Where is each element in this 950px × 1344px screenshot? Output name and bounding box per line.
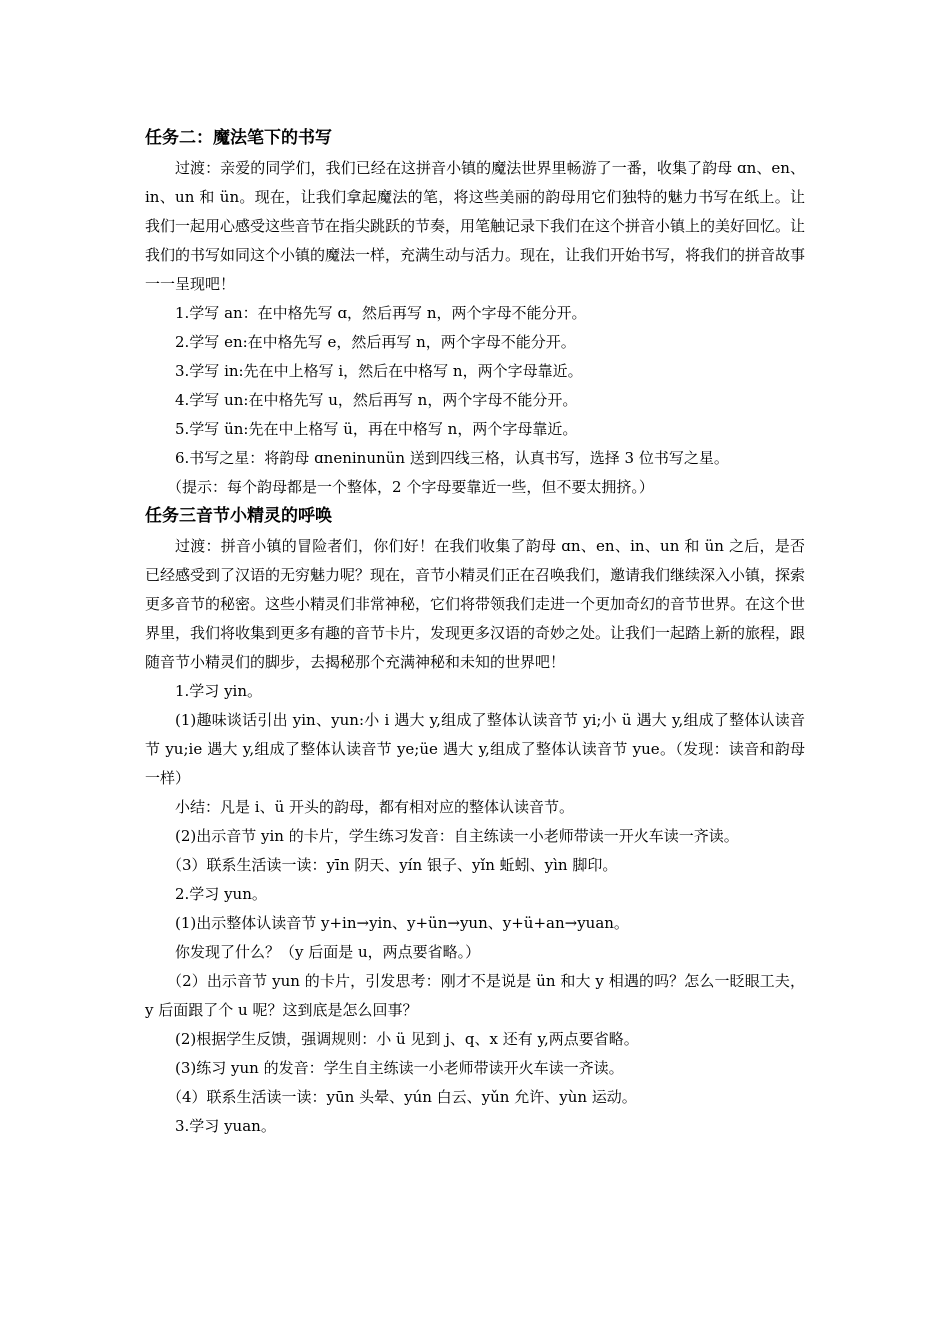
task2-item-2: 2.学写 en:在中格先写 e，然后再写 n，两个字母不能分开。 xyxy=(175,333,576,351)
task3-section2-para2: （2）出示音节 yun 的卡片，引发思考：刚才不是说是 ün 和大 y 相遇的吗？怎么一眨眼工夫，y 后面跟了个 u 呢？这到底是怎么回事？ xyxy=(145,972,805,1019)
task3-section2-para3: (2)根据学生反馈，强调规则：小 ü 见到 j、q、x 还有 y,两点要省略。 xyxy=(175,1030,639,1048)
task3-section1-para2: (2)出示音节 yin 的卡片，学生练习发音：自主练读一小老师带读一开火车读一齐读。 xyxy=(175,827,739,845)
task3-section2-title: 2.学习 yun。 xyxy=(175,885,267,903)
task3-section2-question: 你发现了什么？（y 后面是 u，两点要省略。） xyxy=(175,943,481,961)
task3-section2-para1: (1)出示整体认读音节 y+in→yin、y+ün→yun、y+ü+an→yuan。 xyxy=(175,914,629,932)
task3-section2-para4: (3)练习 yun 的发音：学生自主练读一小老师带读开火车读一齐读。 xyxy=(175,1059,624,1077)
task3-section3-title: 3.学习 yuan。 xyxy=(175,1117,276,1135)
task2-tip: （提示：每个韵母都是一个整体，2 个字母要靠近一些，但不要太拥挤。） xyxy=(167,478,654,496)
document-page xyxy=(145,124,805,1141)
task2-heading: 任务二：魔法笔下的书写 xyxy=(145,128,332,148)
task2-item-5: 5.学写 ün:先在中上格写 ü，再在中格写 n，两个字母靠近。 xyxy=(175,420,578,438)
task3-section2-para5: （4）联系生活读一读：yūn 头晕、yún 白云、yǔn 允许、yùn 运动。 xyxy=(167,1088,637,1106)
task2-item-4: 4.学写 un:在中格先写 u，然后再写 n，两个字母不能分开。 xyxy=(175,391,578,409)
task3-heading: 任务三音节小精灵的呼唤 xyxy=(145,506,332,526)
task2-item-6: 6.书写之星：将韵母 ɑneninunün 送到四线三格，认真书写，选择 3 位书写之星。 xyxy=(175,449,729,467)
task3-section1-summary: 小结：凡是 i、ü 开头的韵母，都有相对应的整体认读音节。 xyxy=(175,798,574,816)
task3-section1-para1: (1)趣味谈话引出 yin、yun:小 i 遇大 y,组成了整体认读音节 yi;小 ü 遇大 y,组成了整体认读音节 yu;ie 遇大 y,组成了整体认读音节 ye;üe 遇大 y,组成了整体认读音节 yue。（发现：读音和韵母一样） xyxy=(145,711,805,787)
task2-transition: 过渡：亲爱的同学们，我们已经在这拼音小镇的魔法世界里畅游了一番，收集了韵母 ɑn、en、in、un 和 ün。现在，让我们拿起魔法的笔，将这些美丽的韵母用它们独特的魅力书写在纸上。让我们一起用心感受这些音节在指尖跳跃的节奏，用笔触记录下我们在这个拼音小镇上的美好回忆。让我们的书写如同这个小镇的魔法一样，充满生动与活力。现在，让我们开始书写，将我们的拼音故事一一呈现吧！ xyxy=(145,159,806,293)
task3-transition: 过渡：拼音小镇的冒险者们，你们好！在我们收集了韵母 ɑn、en、in、un 和 ün 之后，是否已经感受到了汉语的无穷魅力呢？现在，音节小精灵们正在召唤我们，邀请我们继续深入小镇，探索更多音节的秘密。这些小精灵们非常神秘，它们将带领我们走进一个更加奇幻的音节世界。在这个世界里，我们将收集到更多有趣的音节卡片，发现更多汉语的奇妙之处。让我们一起踏上新的旅程，跟随音节小精灵们的脚步，去揭秘那个充满神秘和未知的世界吧！ xyxy=(145,537,806,671)
task2-item-3: 3.学写 in:先在中上格写 i，然后在中格写 n，两个字母靠近。 xyxy=(175,362,583,380)
task3-section1-para3: （3）联系生活读一读：yīn 阴天、yín 银子、yǐn 蚯蚓、yìn 脚印。 xyxy=(167,856,618,874)
task2-item-1: 1.学写 an：在中格先写 ɑ，然后再写 n，两个字母不能分开。 xyxy=(175,304,587,322)
task3-section1-title: 1.学习 yin。 xyxy=(175,682,263,700)
